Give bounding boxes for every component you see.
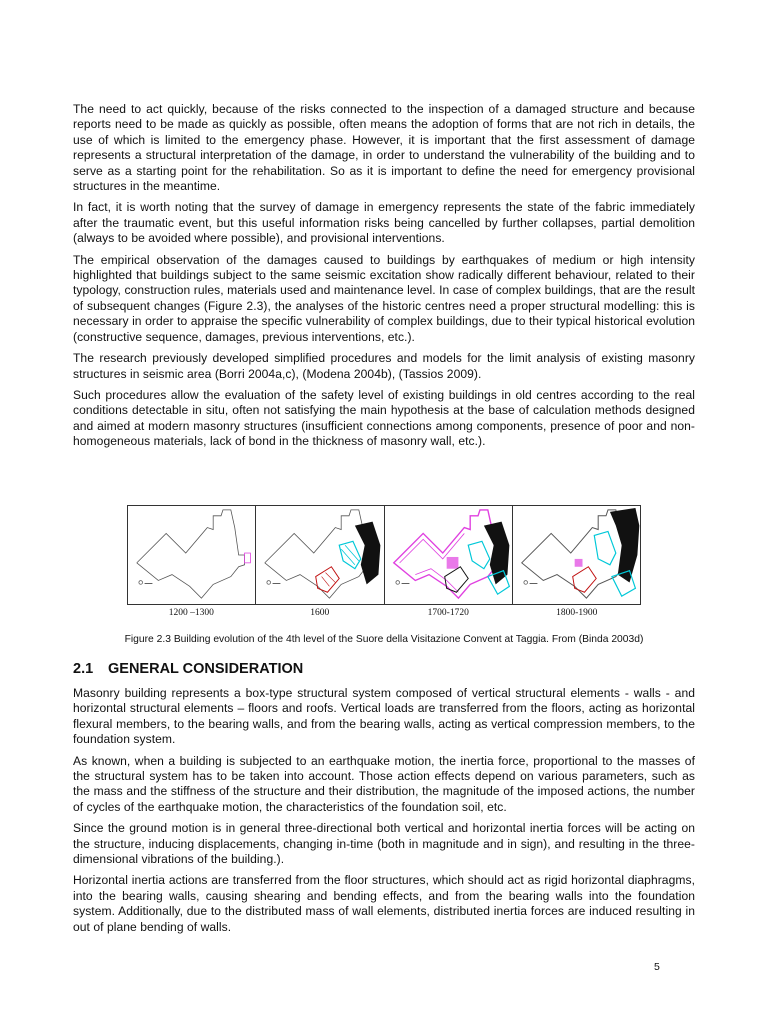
plan-drawing-2 [256,506,383,604]
paragraph-6: Masonry building represents a box-type structural system composed of vertical structural elements - walls - and horizontal structural elements – floors and roofs. Vertical loads are transferred from the floors, acting as horizontal flexural members, to the bearing walls, and from the bearing walls, acting as vertical compression members, to the foundation system. [73,686,695,747]
section-number: 2.1 [73,661,94,677]
figure-panel-labels [127,608,641,618]
figure-panel-1700-1720 [385,506,513,604]
figure-panel-1600 [256,506,384,604]
plan-drawing-3 [385,506,512,604]
paragraph-5: Such procedures allow the evaluation of the safety level of existing buildings in old centres according to the real conditions detectable in situ, often not satisfying the main hypothesis at the base of calculation methods designed and aimed at modern masonry structures (insufficient connections among components, presence of poor and non-homogeneous materials, lack of bond in the thickness of masonry wall, etc.). [73,387,695,449]
section-heading [73,661,303,677]
figure-panel-1200-1300 [128,506,256,604]
paragraph-8: Since the ground motion is in general three-directional both vertical and horizontal inertia forces will be acting on the structure, inducing displacements, changing in-time (both in magnitude and in sign), and resulting in the three-dimensional vibrations of the building.). [73,821,695,867]
body-text-top [73,102,695,456]
page-number: 5 [654,961,660,973]
panel-label-3: 1700-1720 [427,608,469,618]
paragraph-9: Horizontal inertia actions are transferred from the floor structures, which should act as rigid horizontal diaphragms, into the bearing walls, causing shearing and bending effects, and from the bearing walls into the foundation system. Additionally, due to the distributed mass of wall elements, distributed inertia forces are induced resulting in out of plane bending of walls. [73,873,695,934]
paragraph-4: The research previously developed simplified procedures and models for the limit analysis of existing masonry structures in seismic area (Borri 2004a,c), (Modena 2004b), (Tassios 2009). [73,351,695,381]
figure-panel-1800-1900 [513,506,640,604]
figure-panels [127,505,641,605]
building-evolution-figure [127,505,641,622]
paragraph-3: The empirical observation of the damages caused to buildings by earthquakes of medium or high intensity highlighted that buildings subject to the same seismic excitation show radically different behaviour, related to their typology, construction rules, materials used and maintenance level. In case of complex buildings, that are the result of subsequent changes (Figure 2.3), the analyses of the historic centres need a proper structural modelling: this is necessary in order to appraise the specific vulnerability of complex buildings, due to their typical historical evolution (constructive sequence, damages, previous interventions, etc.). [73,252,695,344]
section-title: GENERAL CONSIDERATION [108,661,304,677]
plan-drawing-4 [513,506,640,604]
paragraph-2: In fact, it is worth noting that the survey of damage in emergency represents the state of the fabric immediately after the traumatic event, but this useful information risks being cancelled by further collapses, partial demolition (always to be avoided where possible), and provisional interventions. [73,200,695,246]
plan-drawing-1 [128,506,255,604]
paragraph-7: As known, when a building is subjected to an earthquake motion, the inertia force, proportional to the masses of the structural system has to be taken into account. Those action effects depend on various parameters, such as the mass and the stiffness of the structure and their distribution, the magnitude of the imposed actions, the number of cycles of the earthquake motion, the characteristics of the foundation soil, etc. [73,753,695,814]
figure-caption: Figure 2.3 Building evolution of the 4th level of the Suore della Visitazione Convent at Taggia. From (Binda 2003d) [124,634,644,645]
paragraph-1: The need to act quickly, because of the risks connected to the inspection of a damaged structure and because reports need to be made as quickly as possible, often means the adoption of forms that are not rich in details, the use of which is limited to the emergency phase. However, it is important that the first assessment of damage represents a structural interpretation of the damage, in order to understand the vulnerability of the building and to serve as a starting point for the rehabilitation. So as it is important to define the need for emergency provisional structures in the meantime. [73,102,695,194]
panel-label-2: 1600 [310,608,330,618]
panel-label-1: 1200 –1300 [168,608,214,618]
panel-label-4: 1800-1900 [556,608,598,618]
body-text-bottom [73,686,695,941]
